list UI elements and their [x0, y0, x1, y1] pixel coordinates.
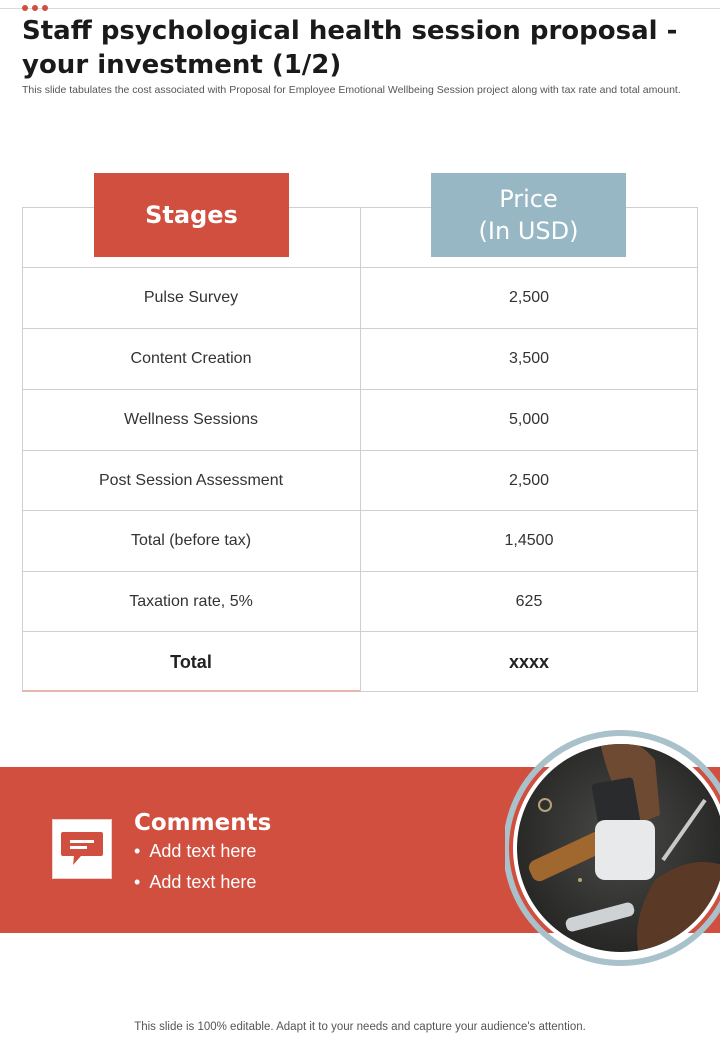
stage-cell: Content Creation [130, 350, 252, 367]
stage-cell: Wellness Sessions [124, 411, 258, 428]
table-row [22, 267, 698, 328]
table-row [22, 389, 698, 450]
page-title [22, 14, 702, 82]
comment-icon-box [52, 819, 112, 879]
price-cell: xxxx [508, 651, 550, 672]
top-rule [0, 8, 720, 9]
price-cell: 5,000 [508, 411, 550, 428]
price-cell: 2,500 [508, 472, 550, 489]
chat-bubble-icon [59, 830, 105, 868]
price-cell: 625 [515, 593, 543, 610]
comments-title: Comments [134, 810, 272, 836]
stages-header: Stages [94, 173, 289, 257]
stage-cell: Total (before tax) [130, 532, 252, 549]
price-header-line-1: Price [499, 185, 558, 213]
payment-photo [505, 730, 720, 970]
table-row [22, 571, 698, 632]
table-row [22, 450, 698, 511]
stage-cell: Pulse Survey [143, 289, 239, 306]
price-cell: 1,4500 [504, 532, 554, 549]
price-cell: 2,500 [508, 289, 550, 306]
stage-cell: Post Session Assessment [98, 472, 284, 489]
comment-item: • Add text here [134, 841, 256, 862]
table-row [22, 510, 698, 571]
decorative-dots [22, 5, 48, 11]
page-subtitle: This slide tabulates the cost associated with Proposal for Employee Emotional Wellbeing Session project along with tax rate and total amount. [22, 84, 681, 96]
title-line-2: your investment (1/2) [22, 50, 342, 80]
footer-note: This slide is 100% editable. Adapt it to your needs and capture your audience's attention. [134, 1021, 586, 1033]
table-accent-line [22, 690, 360, 692]
stage-cell: Taxation rate, 5% [129, 593, 253, 610]
title-line-1: Staff psychological health session proposal - [22, 16, 678, 46]
comment-item: • Add text here [134, 872, 256, 893]
price-header-line-2: (In USD) [478, 217, 579, 245]
price-header [431, 173, 626, 257]
stage-cell: Total [170, 651, 212, 672]
table-total-row [22, 631, 698, 692]
price-cell: 3,500 [508, 350, 550, 367]
table-row [22, 328, 698, 389]
